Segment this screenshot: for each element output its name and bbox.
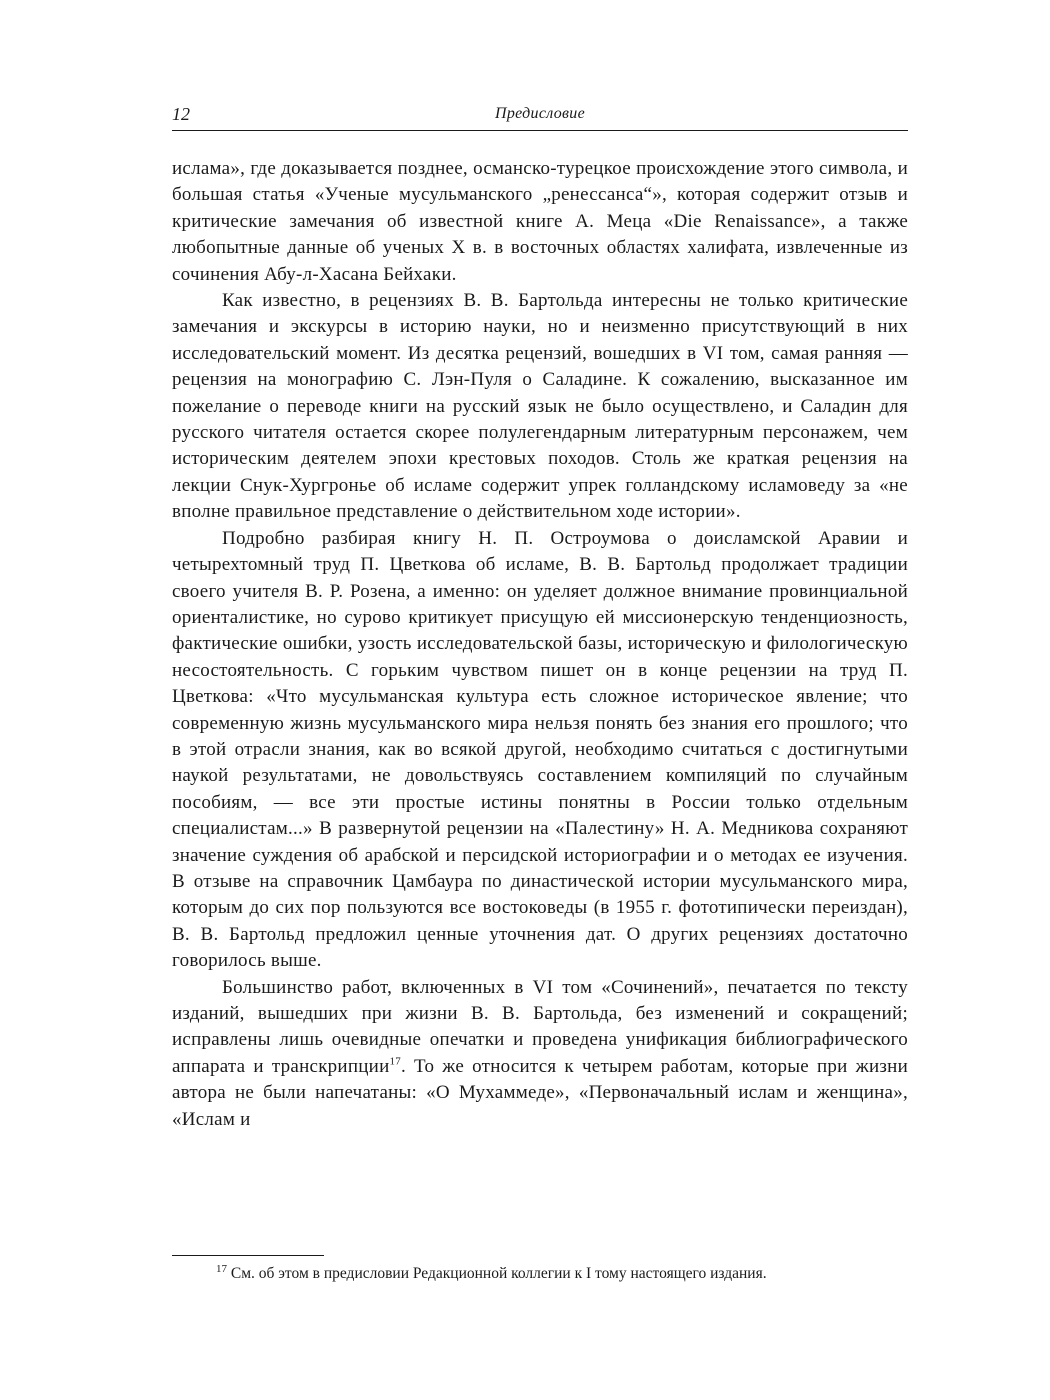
paragraph-ostroumov: Подробно разбирая книгу Н. П. Остроумова о доисламской Аравии и четырехтомный труд П. Цветкова об исламе, В. В. Бартольд продолжает традиции своего учителя В. Р. Розена, а именно: он уделяет должное внимание провинциальной ориенталистике, но сурово критикует присущую ей миссионерскую тенденциозность, фактические ошибки, узость исследовательской базы, историческую и филологическую несостоятельность. С горьким чувством пишет он в конце рецензии на труд П. Цветкова: «Что мусульманская культура есть сложное историческое явление; что современную жизнь мусульманского мира нельзя понять без знания его прошлого; что в этой отрасли знания, как во всякой другой, необходимо считаться с достигнутыми наукой результатами, не довольствуясь составлением компиляций по случайным пособиям, — все эти простые истины понятны в России только отдельным специалистам...» В развернутой рецензии на «Палестину» Н. А. Медникова сохраняют значение суждения об арабской и персидской историографии и о методах ее изучения. В отзыве на справочник Цамбаура по династической истории мусульманского мира, которым до сих пор пользуются все востоковеды (в 1955 г. фототипически переиздан), В. В. Бартольд предложил ценные уточнения дат. О других рецензиях достаточно говорилось выше.: [172, 527, 908, 972]
paragraph-edition-text-start: Большинство работ, включенных в VI том «Сочинений», печатается по тексту изданий, вышедших при жизни В. В. Бартольда, без изменений и сокращений; исправлены лишь очевидные опечатки и проведена унификация библиографического аппарата и транскрипции: [172, 976, 908, 1077]
main-text: [172, 156, 908, 1133]
footnote-number: 17: [216, 1262, 227, 1275]
footnote-body: [172, 1264, 908, 1284]
page-header: [172, 104, 908, 131]
running-title: Предисловие: [495, 105, 585, 122]
paragraph-reviews: Как известно, в рецензиях В. В. Бартольда интересны не только критические замечания и экскурсы в историю науки, но и неизменно присутствующий в них исследовательский момент. Из десятка рецензий, вошедших в VI том, самая ранняя — рецензия на монографию С. Лэн-Пуля о Саладине. К сожалению, высказанное им пожелание о переводе книги на русский язык не было осуществлено, и Саладин для русского читателя остается скорее полулегендарным литературным персонажем, чем историческим деятелем эпохи крестовых походов. Столь же краткая рецензия на лекции Снук-Хургронье об исламе содержит упрек голландскому исламоведу за «не вполне правильное представление о действительном ходе истории».: [172, 290, 908, 523]
footnote-reference[interactable]: 17: [389, 1055, 402, 1068]
paragraph-continued: ислама», где доказывается позднее, османско-турецкое происхождение этого символа, и большая статья «Ученые мусульманского „ренессанса“», которая содержит отзыв и критические замечания об известной книге А. Меца «Die Renaissance», а также любопытные данные об ученых X в. в восточных областях халифата, извлеченные из сочинения Абу-л-Хасана Бейхаки.: [172, 158, 908, 285]
paragraph-edition: [172, 975, 908, 1133]
paragraph-edition-text-end: . То же относится к четырем работам, которые при жизни автора не были напечатаны: «О Мухаммеде», «Первоначальный ислам и женщина», «Ислам и: [172, 1055, 908, 1130]
footnote: [172, 1264, 908, 1284]
page-number: 12: [172, 104, 190, 124]
footnote-text: См. об этом в предисловии Редакционной коллегии к I тому настоящего издания.: [227, 1265, 767, 1282]
footnote-divider: [172, 1255, 324, 1256]
